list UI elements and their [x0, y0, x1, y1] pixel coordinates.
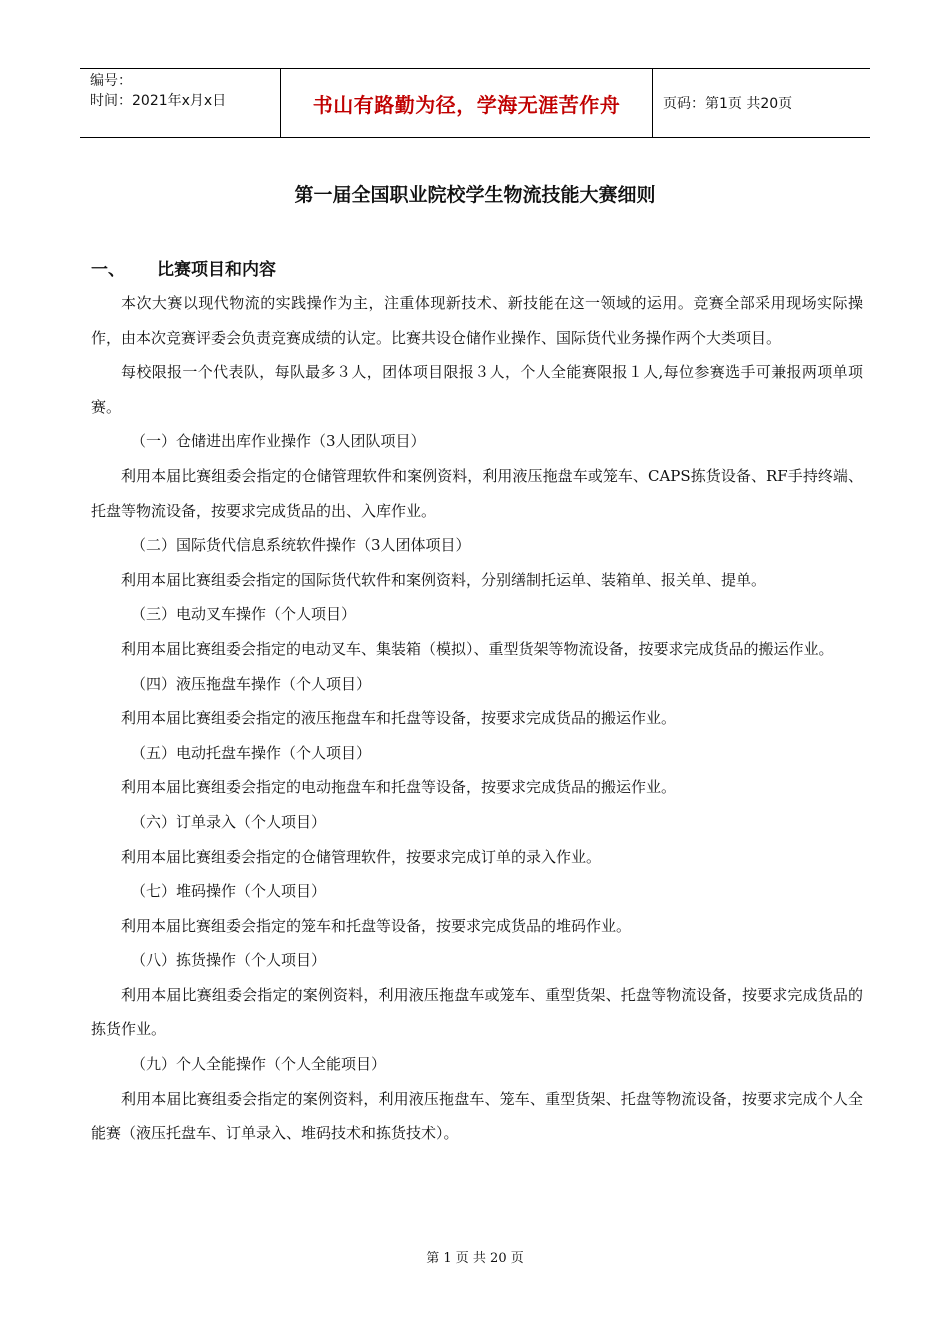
item-description: 利用本届比赛组委会指定的电动叉车、集装箱（模拟）、重型货架等物流设备，按要求完成货品的搬运作业。	[121, 639, 834, 658]
item-title: （七）堆码操作（个人项目）	[131, 882, 327, 901]
header-motto: 书山有路勤为径，学海无涯苦作舟	[312, 92, 621, 117]
document-header	[80, 68, 870, 138]
item-title: （四）液压拖盘车操作（个人项目）	[131, 674, 372, 693]
header-page-info: 页码：第1页 共20页	[663, 96, 793, 112]
number-label: 编号：	[90, 73, 132, 89]
item-title: （一）仓储进出库作业操作（3人团队项目）	[131, 432, 426, 451]
item-title: （五）电动托盘车操作（个人项目）	[131, 743, 372, 762]
section-title: 比赛项目和内容	[157, 260, 276, 280]
item-title: （二）国际货代信息系统软件操作（3人团体项目）	[131, 536, 471, 555]
item-description: 利用本届比赛组委会指定的案例资料，利用液压拖盘车或笼车、重型货架、托盘等物流设备，按要求完成货品的拣货作业。	[91, 985, 863, 1039]
header-meta	[80, 69, 280, 137]
item-description: 利用本届比赛组委会指定的液压拖盘车和托盘等设备，按要求完成货品的搬运作业。	[121, 709, 677, 728]
time-label: 时间：2021年x月x日	[90, 93, 227, 109]
item-title: （八）拣货操作（个人项目）	[131, 951, 327, 970]
item-title: （九）个人全能操作（个人全能项目）	[131, 1055, 387, 1074]
item-description: 利用本届比赛组委会指定的案例资料，利用液压拖盘车、笼车、重型货架、托盘等物流设备，按要求完成个人全能赛（液压托盘车、订单录入、堆码技术和拣货技术）。	[91, 1089, 863, 1143]
paragraph: 本次大赛以现代物流的实践操作为主，注重体现新技术、新技能在这一领域的运用。竞赛全部采用现场实际操作，由本次竞赛评委会负责竞赛成绩的认定。比赛共设仓储作业操作、国际货代业务操作两个大类项目。	[91, 294, 863, 347]
item-title: （六）订单录入（个人项目）	[131, 812, 327, 831]
section-heading	[91, 255, 276, 280]
paragraph: 每校限报一个代表队，每队最多３人，团体项目限报３人，个人全能赛限报１人,每位参赛选手可兼报两项单项赛。	[91, 363, 863, 416]
item-title: （三）电动叉车操作（个人项目）	[131, 605, 357, 624]
section-number: 一、	[91, 260, 125, 280]
item-description: 利用本届比赛组委会指定的仓储管理软件和案例资料，利用液压拖盘车或笼车、CAPS拣货设备、RF手持终端、托盘等物流设备，按要求完成货品的出、入库作业。	[91, 466, 863, 520]
item-description: 利用本届比赛组委会指定的仓储管理软件，按要求完成订单的录入作业。	[121, 847, 602, 866]
item-description: 利用本届比赛组委会指定的电动拖盘车和托盘等设备，按要求完成货品的搬运作业。	[121, 778, 677, 797]
header-motto-cell	[280, 69, 653, 137]
document-body	[91, 286, 863, 1151]
item-description: 利用本届比赛组委会指定的国际货代软件和案例资料，分别缮制托运单、装箱单、报关单、提单。	[121, 570, 767, 589]
page-footer: 第 1 页 共 20 页	[426, 1251, 524, 1266]
item-description: 利用本届比赛组委会指定的笼车和托盘等设备，按要求完成货品的堆码作业。	[121, 916, 632, 935]
document-title: 第一届全国职业院校学生物流技能大赛细则	[294, 184, 656, 206]
